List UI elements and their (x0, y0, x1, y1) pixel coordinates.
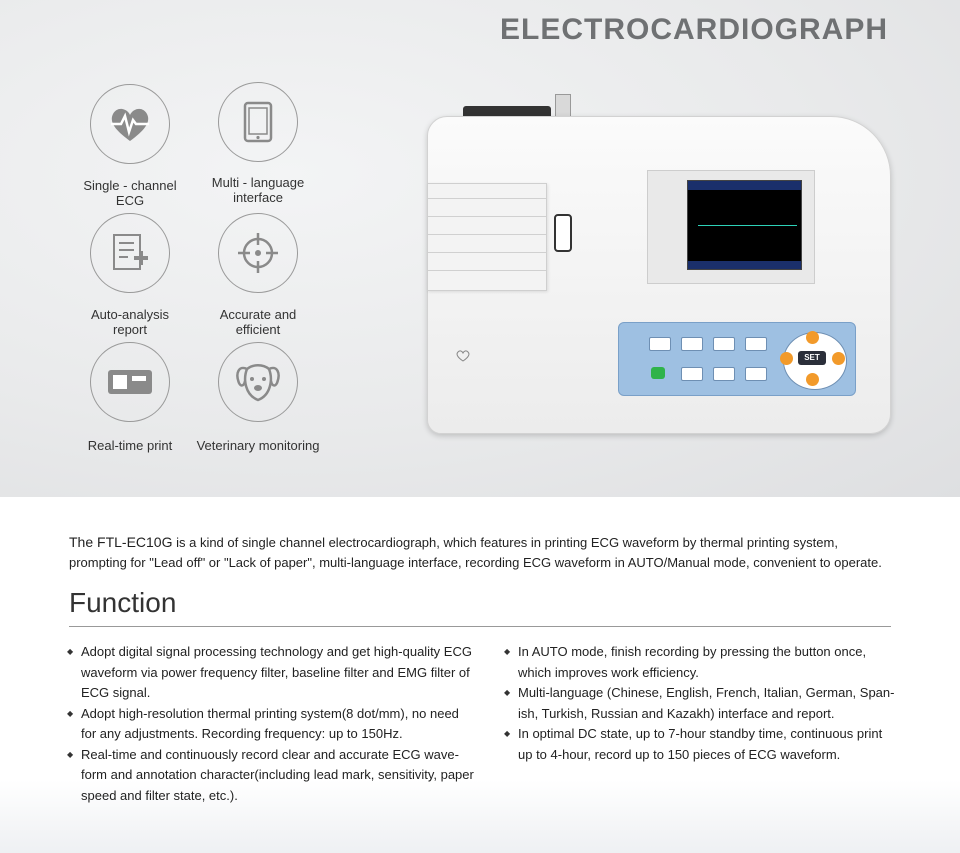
feature-label: Single - channel ECG (83, 178, 177, 208)
arrow-up-icon (806, 331, 819, 344)
feature-circle (90, 84, 170, 164)
feature-label: Multi - language interface (211, 175, 305, 205)
function-title: Function (69, 587, 177, 618)
feature-accurate (188, 213, 328, 337)
function-list-left (69, 642, 474, 806)
device-warning-label (456, 350, 526, 363)
feature-label: Real-time print (87, 438, 173, 453)
intro-text: is a kind of single channel electrocardiograph, which features in printing ECG waveform by thermal printing system, prompting for "Lead off" or "Lack of paper", multi-language interface, recording ECG waveform in AUTO/Manual mode, convenient to operate. (69, 535, 882, 570)
device-latch (554, 214, 572, 252)
intro-paragraph (69, 532, 899, 573)
feature-circle (218, 82, 298, 162)
device-key (681, 337, 703, 351)
arrow-left-icon (780, 352, 793, 365)
feature-circle (218, 213, 298, 293)
heart-ecg-icon (107, 104, 153, 144)
arrow-down-icon (806, 373, 819, 386)
device-set-key: SET (798, 351, 826, 365)
list-item: ◆ Multi-language (Chinese, English, French, Italian, German, Span-ish, Turkish, Russian and Kazakh) interface and report. (506, 683, 896, 724)
dog-icon (233, 359, 283, 405)
feature-label: Auto-analysis report (90, 307, 170, 337)
report-icon (110, 232, 150, 274)
device-key (649, 337, 671, 351)
feature-veterinary (188, 342, 328, 453)
list-item: ◆ In AUTO mode, finish recording by pressing the button once, which improves work efficiency. (506, 642, 896, 683)
device-screen (687, 180, 802, 270)
feature-single-channel (60, 84, 200, 208)
device-key (681, 367, 703, 381)
heart-logo-icon (456, 350, 470, 362)
device-printer-door (427, 183, 547, 291)
device-key (713, 367, 735, 381)
feature-label: Veterinary monitoring (196, 438, 320, 453)
list-item: ◆ Adopt high-resolution thermal printing system(8 dot/mm), no need for any adjustments. Recording frequency: up to 150Hz. (69, 704, 474, 745)
feature-multi-language (188, 82, 328, 205)
tablet-icon (243, 101, 273, 143)
hero-title: ELECTROCARDIOGRAPH (499, 13, 888, 46)
arrow-right-icon (832, 352, 845, 365)
list-item: ◆ In optimal DC state, up to 7-hour standby time, continuous print up to 4-hour, record up to 150 pieces of ECG waveform. (506, 724, 896, 765)
feature-label: Accurate and efficient (219, 307, 297, 337)
printer-icon (106, 366, 154, 398)
device-power-key (651, 367, 665, 379)
feature-circle (90, 342, 170, 422)
device-key (713, 337, 735, 351)
function-divider (69, 626, 891, 627)
list-item: ◆ Adopt digital signal processing technology and get high-quality ECG waveform via power frequency filter, baseline filter and EMG filter of ECG signal. (69, 642, 474, 704)
feature-realtime-print (60, 342, 200, 453)
function-list-right (506, 642, 896, 765)
crosshair-icon (236, 231, 280, 275)
device-key (745, 337, 767, 351)
device-key (745, 367, 767, 381)
intro-lead: The FTL-EC10G (69, 534, 173, 550)
feature-auto-analysis (60, 213, 200, 337)
list-item: ◆ Real-time and continuously record clear and accurate ECG wave-form and annotation character(including lead mark, sensitivity, paper speed and filter state, etc.). (69, 745, 474, 807)
feature-circle (90, 213, 170, 293)
feature-circle (218, 342, 298, 422)
